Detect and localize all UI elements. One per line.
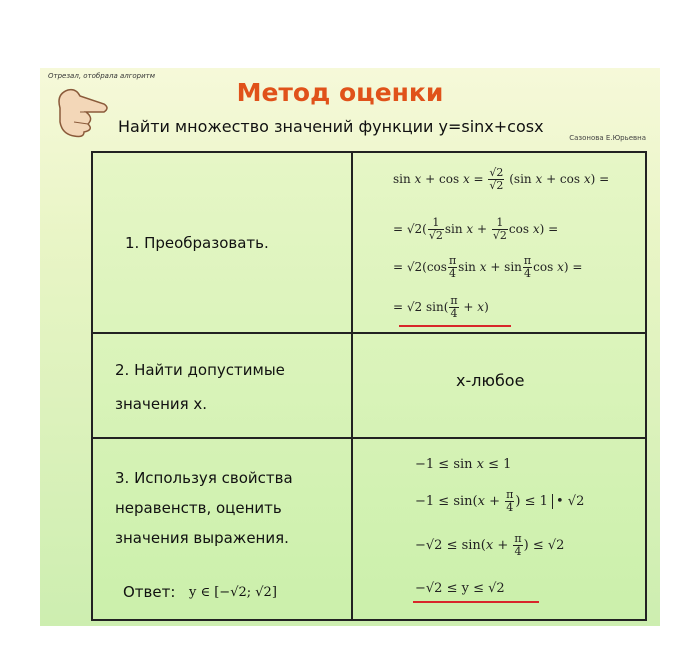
step-3-line-2: неравенств, оценить — [115, 499, 282, 517]
x-any-value: х-любое — [456, 371, 525, 390]
author-note: Сазонова Е.Юрьевна — [569, 134, 646, 142]
task-text: Найти множество значений функции y=sinx+cosx — [118, 117, 544, 136]
pointing-hand-icon — [50, 78, 110, 142]
inequality-line-3: −√2 ≤ sin(x + $\frac{\pi}{4}$ ) ≤ √2 — [415, 532, 565, 558]
step-3-line-3: значения выражения. — [115, 529, 289, 547]
transform-line-2: = √2( $\frac{1}{√2}$ sin x + $\frac{1}{√2}$ cos x) = — [393, 216, 559, 242]
step-2-line-2: значения х. — [115, 395, 208, 413]
step-2-text — [115, 353, 285, 421]
inequality-line-1: −1 ≤ sin x ≤ 1 — [415, 457, 512, 472]
transform-line-1: sin x + cos x = $\frac{√2}{√2}$ (sin x + cos x) = — [393, 166, 610, 192]
step-1-text: 1. Преобразовать. — [125, 234, 269, 252]
page-title: Метод оценки — [236, 78, 444, 107]
row-divider-1 — [93, 332, 645, 334]
inequality-line-4: −√2 ≤ y ≤ √2 — [415, 581, 505, 596]
range-underline — [413, 601, 539, 603]
result-underline — [399, 325, 511, 327]
corner-note: Отрезал, отобрала алгоритм — [48, 72, 156, 80]
step-3-text — [115, 463, 293, 553]
row-divider-2 — [93, 437, 645, 439]
transform-line-4: = √2 sin( $\frac{\pi}{4}$ + x) — [393, 294, 489, 320]
answer-label: Ответ: — [123, 583, 176, 601]
inequality-line-2: −1 ≤ sin(x + $\frac{\pi}{4}$ ) ≤ 1 • √2 — [415, 488, 585, 514]
method-table — [91, 151, 647, 621]
step-3-line-1: 3. Используя свойства — [115, 469, 293, 487]
step-2-line-1: 2. Найти допустимые — [115, 361, 285, 379]
transform-line-3: = √2(cos $\frac{\pi}{4}$ sin x + sin $\frac{\pi}{4}$ cos x) = — [393, 254, 583, 280]
answer-value: y ∈ [−√2; √2] — [189, 585, 277, 600]
column-divider — [351, 153, 353, 619]
